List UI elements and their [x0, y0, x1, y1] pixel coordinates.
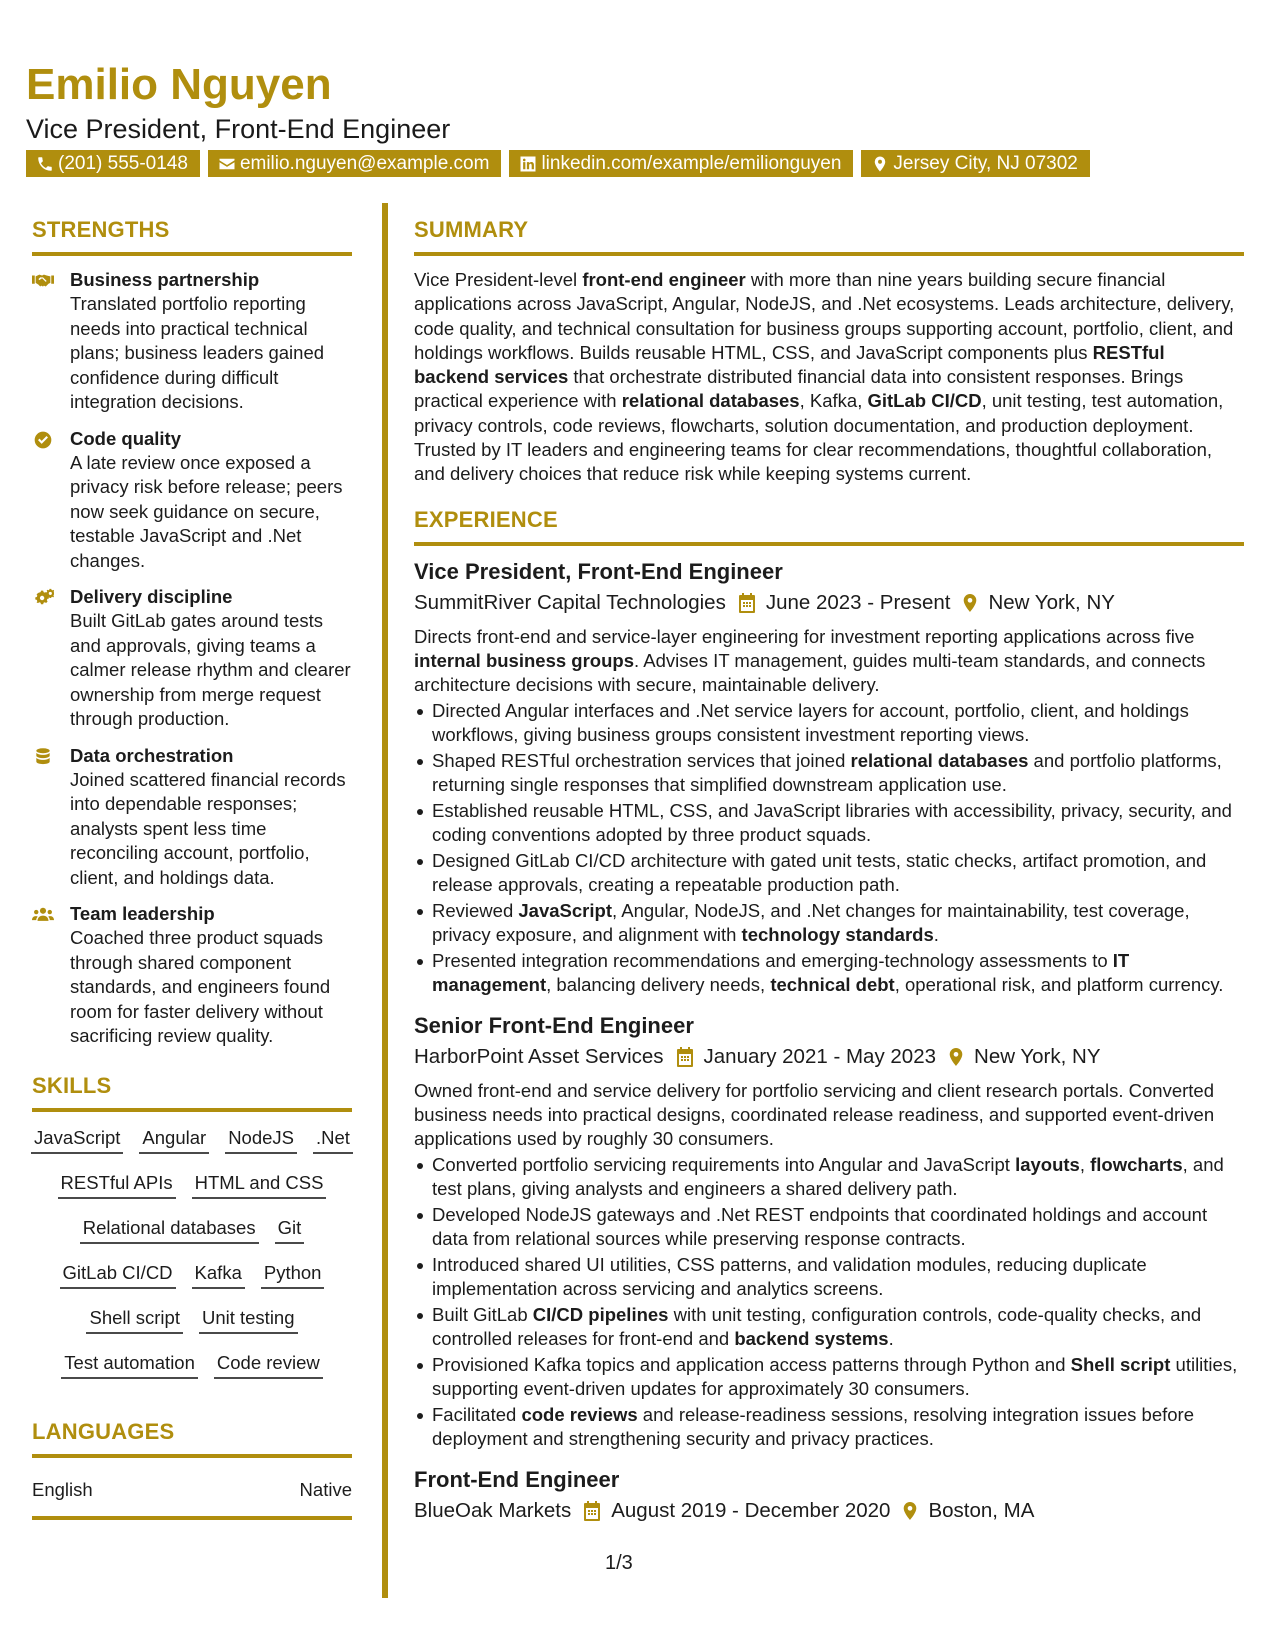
candidate-name: Emilio Nguyen — [26, 60, 332, 109]
list-item — [414, 1403, 1244, 1452]
skill-tag: RESTful APIs — [58, 1171, 176, 1199]
text-run: Introduced shared UI utilities, CSS patterns, and validation modules, reducing duplicate implementation across servicing and analytics screens. — [432, 1253, 1147, 1299]
list-item — [414, 699, 1244, 748]
skill-tag: Python — [261, 1261, 325, 1289]
resume-header — [26, 60, 1256, 174]
summary-text — [414, 268, 1244, 487]
skills-row — [32, 1351, 352, 1379]
text-run: . — [888, 1328, 894, 1350]
map-pin-icon — [947, 1046, 965, 1068]
strength-name: Code quality — [70, 427, 182, 449]
emphasis-text: RESTful backend services — [414, 341, 1165, 388]
emphasis-text: CI/CD pipelines — [532, 1303, 669, 1325]
strength-name: Team leadership — [70, 903, 215, 924]
summary-rule — [414, 252, 1244, 256]
skill-tag: JavaScript — [31, 1126, 123, 1154]
job-list — [414, 558, 1244, 1525]
list-item — [414, 1153, 1244, 1202]
skill-tag: Angular — [139, 1126, 209, 1154]
text-run: utilities, supporting event-driven updates for approximately 30 consumers. — [432, 1353, 1238, 1400]
contact-linkedin-text: linkedin.com/example/emilionguyen — [541, 153, 842, 174]
emphasis-text: technology standards — [741, 924, 934, 946]
emphasis-text: code reviews — [521, 1403, 638, 1425]
job-title: Vice President, Front-End Engineer — [414, 558, 783, 584]
job-dates: August 2019 - December 2020 — [611, 1498, 891, 1522]
job-location: New York, NY — [974, 1044, 1101, 1068]
strength-name: Data orchestration — [70, 744, 234, 766]
calendar-icon — [675, 1046, 695, 1068]
text-run: , operational risk, and platform currency. — [894, 974, 1224, 996]
experience-rule — [414, 542, 1244, 546]
skill-tag: Kafka — [192, 1261, 245, 1289]
job-description — [414, 1079, 1244, 1152]
strength-description: Built GitLab gates around tests and approvals, giving teams a calmer release rhythm and clearer ownership from merge request through production. — [70, 610, 351, 729]
language-name: English — [32, 1478, 93, 1500]
job-entry — [414, 1012, 1244, 1452]
emphasis-text: Shell script — [1070, 1353, 1171, 1375]
map-pin-icon — [961, 592, 979, 614]
job-company: SummitRiver Capital Technologies — [414, 590, 726, 614]
text-run: Presented integration recommendations and emerging-technology assessments to — [432, 950, 1113, 972]
strengths-rule — [32, 252, 352, 256]
strength-item — [32, 585, 352, 732]
strength-item — [32, 268, 352, 415]
left-column — [32, 215, 352, 1520]
list-item — [414, 899, 1244, 948]
text-run: Reviewed — [432, 899, 519, 921]
job-title: Senior Front-End Engineer — [414, 1012, 694, 1038]
text-run: Shaped RESTful orchestration services that joined — [432, 749, 851, 771]
text-run: Converted portfolio servicing requirements into Angular and JavaScript — [432, 1153, 1016, 1175]
emphasis-text: flowcharts — [1090, 1153, 1183, 1175]
map-pin-icon — [871, 155, 889, 173]
contact-phone[interactable] — [26, 150, 200, 177]
strengths-section — [32, 215, 352, 1049]
text-run: , — [1079, 1153, 1091, 1175]
text-run: Directs front-end and service-layer engineering for investment reporting applications across five — [414, 625, 1195, 647]
list-item — [414, 1253, 1244, 1302]
list-item — [414, 749, 1244, 798]
strength-description: Coached three product squads through shared component standards, and engineers found room for faster delivery without sacrificing review quality. — [70, 927, 331, 1046]
list-item — [414, 849, 1244, 898]
text-run: , unit testing, test automation, privacy controls, code reviews, flowcharts, solution documentation, and production deployment. Trusted by IT leaders and engineering teams for clear recommendations, thoughtful collaboration, and delivery choices that reduce risk while keeping systems current. — [414, 390, 1224, 485]
list-item — [414, 799, 1244, 848]
linkedin-icon — [519, 155, 537, 173]
contact-phone-text: (201) 555-0148 — [58, 153, 188, 174]
job-company: BlueOak Markets — [414, 1498, 572, 1522]
skills-row — [32, 1171, 352, 1199]
strength-item — [32, 427, 352, 574]
language-row — [32, 1478, 352, 1502]
contact-location-text: Jersey City, NJ 07302 — [893, 153, 1078, 174]
experience-heading: EXPERIENCE — [414, 506, 558, 532]
skill-tag: Test automation — [61, 1351, 198, 1379]
skills-section — [32, 1071, 352, 1379]
strength-item — [32, 744, 352, 891]
emphasis-text: JavaScript — [518, 899, 612, 921]
job-dates: June 2023 - Present — [765, 590, 951, 614]
experience-section — [414, 505, 1244, 1525]
gears-icon — [32, 588, 54, 608]
envelope-icon — [218, 155, 236, 173]
emphasis-text: layouts — [1015, 1153, 1080, 1175]
text-run: , Kafka, — [799, 390, 868, 412]
text-run: , balancing delivery needs, — [546, 974, 771, 996]
skill-tag: .Net — [313, 1126, 353, 1154]
text-run: , and test plans, giving analysts and engineers a shared delivery path. — [432, 1153, 1224, 1199]
strength-description: Joined scattered financial records into dependable responses; analysts spent less time reconciling account, portfolio, client, and holdings data. — [70, 768, 346, 888]
text-run: . Advises IT management, guides multi-team standards, and connects architecture decisions with secure, maintainable delivery. — [414, 649, 1206, 696]
skills-list — [32, 1112, 352, 1379]
emphasis-text: IT management — [432, 950, 1130, 996]
text-run: that orchestrate distributed financial data into consistent responses. Brings practical experience with — [414, 366, 1184, 412]
emphasis-text: relational databases — [850, 749, 1029, 771]
calendar-icon — [737, 592, 757, 614]
text-run: Vice President-level — [414, 269, 583, 290]
languages-heading: LANGUAGES — [32, 1418, 175, 1444]
users-icon — [32, 905, 54, 925]
languages-rule — [32, 1454, 352, 1458]
strength-item — [32, 902, 352, 1049]
text-run: Provisioned Kafka topics and application access patterns through Python and — [432, 1353, 1071, 1375]
text-run: . — [933, 924, 939, 946]
strengths-heading: STRENGTHS — [32, 217, 170, 242]
check-circle-icon — [32, 430, 54, 450]
skills-heading: SKILLS — [32, 1072, 112, 1098]
job-entry — [414, 558, 1244, 998]
job-meta — [414, 1497, 1244, 1525]
job-title: Front-End Engineer — [414, 1466, 620, 1492]
language-level: Native — [299, 1478, 352, 1500]
column-divider — [382, 203, 388, 1598]
contact-email-text: emilio.nguyen@example.com — [239, 153, 490, 174]
text-run: with unit testing, configuration controls, code-quality checks, and controlled releases for front-end and — [432, 1303, 1202, 1350]
strength-description: Translated portfolio reporting needs into practical technical plans; business leaders gained confidence during difficult integration decisions. — [70, 293, 325, 412]
skill-tag: Relational databases — [80, 1216, 259, 1244]
job-description — [414, 625, 1244, 698]
job-bullets — [414, 699, 1244, 998]
job-company: HarborPoint Asset Services — [414, 1044, 664, 1068]
emphasis-text: backend systems — [734, 1328, 889, 1350]
contact-bar — [26, 150, 1098, 177]
text-run: Facilitated — [432, 1403, 522, 1425]
strength-name: Delivery discipline — [70, 586, 233, 607]
job-bullets — [414, 1153, 1244, 1452]
map-pin-icon — [901, 1500, 919, 1522]
contact-email[interactable] — [208, 150, 502, 177]
list-item — [414, 1203, 1244, 1252]
skill-tag: GitLab CI/CD — [60, 1261, 176, 1289]
text-run: Established reusable HTML, CSS, and JavaScript libraries with accessibility, privacy, security, and coding conventions adopted by three product squads. — [432, 799, 1232, 846]
right-column — [414, 215, 1244, 1525]
text-run: Designed GitLab CI/CD architecture with gated unit tests, static checks, artifact promotion, and release approvals, creating a repeatable production path. — [432, 849, 1207, 896]
text-run: with more than nine years building secure financial applications across JavaScript, Angular, NodeJS, and .Net ecosystems. Leads architecture, delivery, code quality, and technical consultation for business groups supporting account, portfolio, client, and holdings workflows. Builds reusable HTML, CSS, and JavaScript components plus — [414, 269, 1235, 363]
page-number: 1/3 — [605, 1552, 633, 1574]
strength-name: Business partnership — [70, 269, 260, 290]
skill-tag: HTML and CSS — [192, 1171, 327, 1199]
list-item — [414, 1303, 1244, 1352]
calendar-icon — [582, 1500, 602, 1522]
job-entry — [414, 1466, 1244, 1525]
contact-location — [861, 150, 1089, 177]
skill-tag: Git — [275, 1216, 305, 1244]
skill-tag: NodeJS — [225, 1126, 297, 1154]
text-run: Built GitLab — [432, 1303, 533, 1325]
emphasis-text: technical debt — [770, 974, 895, 996]
database-icon — [32, 747, 54, 767]
contact-linkedin[interactable] — [509, 150, 853, 177]
emphasis-text: internal business groups — [414, 649, 634, 671]
candidate-title: Vice President, Front-End Engineer — [26, 114, 451, 144]
text-run: , Angular, NodeJS, and .Net changes for maintainability, test coverage, privacy exposure, and alignment with — [432, 899, 1190, 946]
languages-section — [32, 1417, 352, 1520]
job-location: Boston, MA — [928, 1498, 1035, 1522]
skills-row — [32, 1261, 352, 1289]
handshake-icon — [32, 271, 54, 291]
skills-row — [32, 1126, 352, 1154]
text-run: and release-readiness sessions, resolving integration issues before deployment and strengthening security and privacy practices. — [432, 1403, 1195, 1450]
phone-icon — [36, 155, 54, 173]
emphasis-text: relational databases — [621, 390, 800, 412]
text-run: Directed Angular interfaces and .Net service layers for account, portfolio, client, and holdings workflows, giving business groups consistent investment reporting views. — [432, 699, 1189, 745]
skill-tag: Code review — [214, 1351, 323, 1379]
language-level-bar — [32, 1516, 352, 1520]
emphasis-text: GitLab CI/CD — [867, 390, 982, 412]
list-item — [414, 1353, 1244, 1402]
skills-row — [32, 1216, 352, 1244]
list-item — [414, 949, 1244, 998]
skill-tag: Shell script — [86, 1306, 182, 1334]
job-location: New York, NY — [988, 590, 1115, 614]
text-run: and portfolio platforms, returning single responses that simplified downstream application use. — [432, 749, 1222, 795]
strength-description: A late review once exposed a privacy risk before release; peers now seek guidance on secure, testable JavaScript and .Net changes. — [70, 451, 343, 571]
job-dates: January 2021 - May 2023 — [703, 1044, 937, 1068]
summary-heading: SUMMARY — [414, 217, 529, 242]
text-run: Owned front-end and service delivery for portfolio servicing and client research portals. Converted business needs into practical designs, coordinated release readiness, and supported event-driven applications used by roughly 30 consumers. — [414, 1079, 1215, 1150]
skill-tag: Unit testing — [199, 1306, 298, 1334]
emphasis-text: front-end engineer — [582, 269, 746, 290]
job-meta — [414, 1043, 1244, 1071]
text-run: Developed NodeJS gateways and .Net REST endpoints that coordinated holdings and account data from relational sources while preserving response contracts. — [432, 1203, 1208, 1249]
skills-row — [32, 1306, 352, 1334]
job-meta — [414, 589, 1244, 617]
summary-section — [414, 215, 1244, 487]
